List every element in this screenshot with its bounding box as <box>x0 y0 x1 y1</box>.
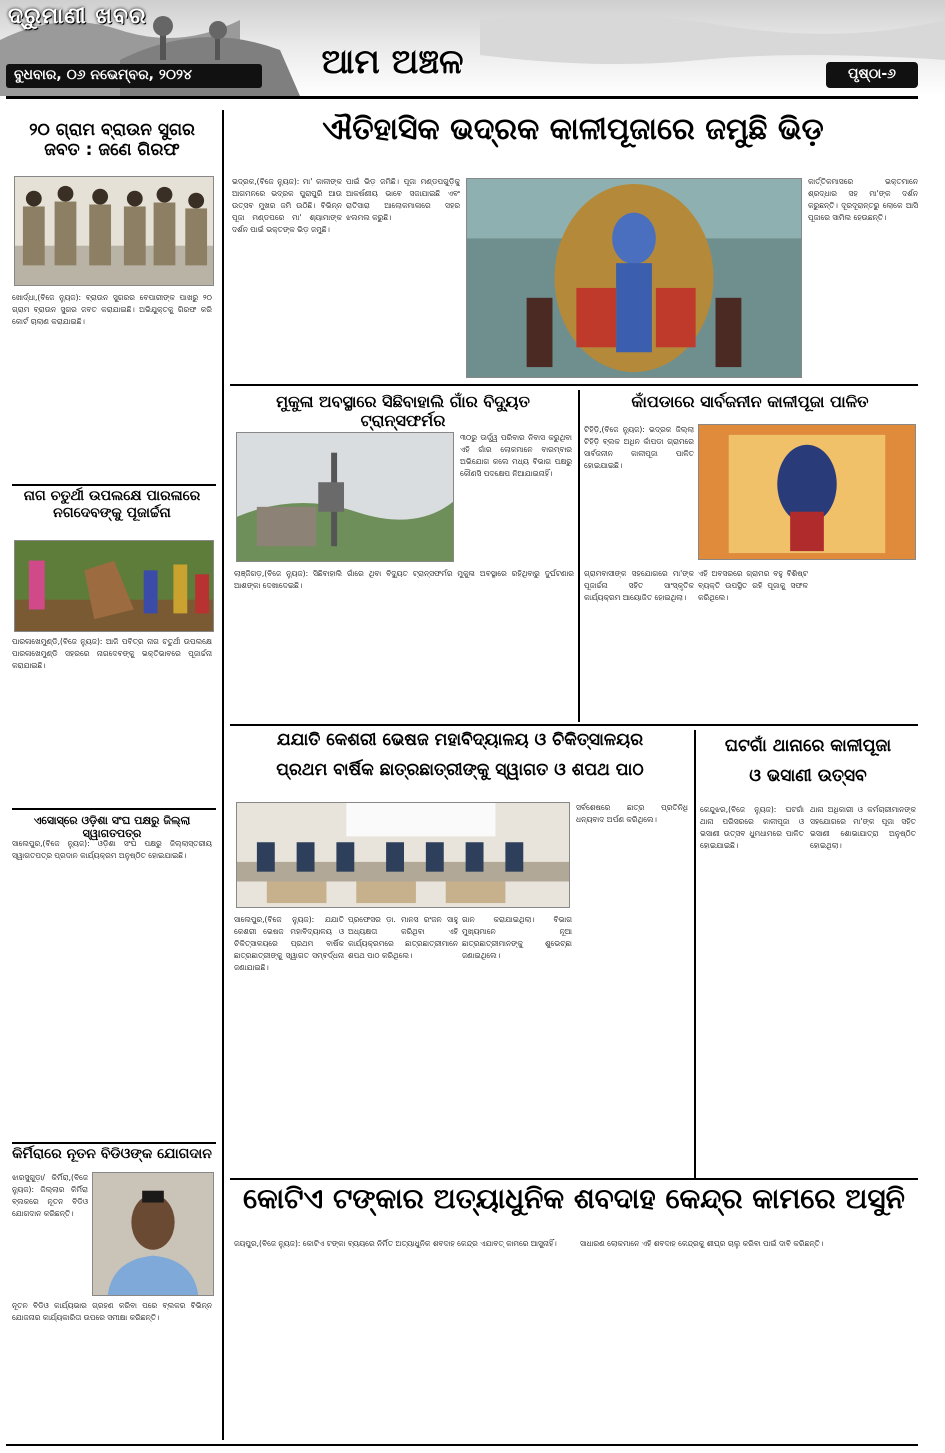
crematorium-body: ଜୟପୁର,(ବିଜେ ନ୍ୟୁଜ): କୋଟିଏ ଟଙ୍କା ବ୍ୟୟରେ ନିର୍ମିତ ଅତ୍ୟାଧୁନିକ ଶବଦାହ କେନ୍ଦ୍ର ଏଯାବତ୍ କାମରେ ଆସୁନାହିଁ। <box>234 1239 557 1248</box>
transformer-headline: ମୁକୁଳା ଅବସ୍ଥାରେ ସିଛିବାହାଲି ଗାଁର ବିଦ୍ୟୁତ ଟ୍ରାନ୍ସଫର୍ମର <box>276 392 530 431</box>
naga-chaturthi-body: ପାରଳାଖେମୁଣ୍ଡି,(ବିଜେ ନ୍ୟୁଜ): ଆଜି ପବିତ୍ର ନାଗ ଚତୁର୍ଥୀ ଉପଲକ୍ଷେ ପାରଳାଖେମୁଣ୍ଡି ସହରରେ ନାଗଦେବଙ୍କୁ ଭକ୍ତିଭାବରେ ପୂଜାର୍ଚ୍ଚନା କରାଯାଇଛି। <box>12 637 212 670</box>
medical-college-headline-2: ପ୍ରଥମ ବାର୍ଷିକ ଛାତ୍ରଛାତ୍ରୀଙ୍କୁ ସ୍ୱାଗତ ଓ ଶପଥ ପାଠ <box>276 760 644 780</box>
brown-sugar-headline: ୨୦ ଗ୍ରାମ ବ୍ରାଉନ ସୁଗର ଜବତ : ଜଣେ ଗିରଫ <box>29 120 195 161</box>
medical-college-body-4: ସର୍ବଶେଷରେ ଛାତ୍ର ପ୍ରତିନିଧି ଧନ୍ୟବାଦ ଅର୍ପଣ କରିଥିଲେ। <box>576 803 688 824</box>
ghatagaon-headline-1: ଘଟଗାଁ ଥାନାରେ କାଳୀପୂଜା <box>724 736 892 756</box>
ghatagaon-body: କେନ୍ଦୁଝର,(ବିଜେ ନ୍ୟୁଜ): ଘଟଗାଁ ଥାନା ପରିସରରେ କାଳୀପୂଜା ଓ ଭସାଣୀ ଉତ୍ସବ ଧୁମଧାମରେ ପାଳିତ ହୋଇଯାଇଛି। <box>700 805 804 850</box>
medical-college-body-1: ସାଲେପୁର,(ବିଜେ ନ୍ୟୁଜ): ଯଯାତି କେଶରୀ ଭେଷଜ ମହାବିଦ୍ୟାଳୟ ଓ ଚିକିତ୍ସାଳୟରେ ପ୍ରଥମ ବାର୍ଷିକ ଛାତ୍ରଛାତ୍ରୀଙ୍କୁ ସ୍ୱାଗତ ସମ୍ବର୍ଦ୍ଧନା ଜଣାଯାଇଛି। <box>234 915 344 972</box>
kalipuja-bhadrak-body-3: କାର୍ତ୍ତିକମାସରେ ଭକ୍ତମାନେ ଶ୍ରଦ୍ଧାର ସହ ମା'ଙ୍କ ଦର୍ଶନ କରୁଛନ୍ତି। ଦୂରଦୂରାନ୍ତରୁ ଲୋକେ ଆସି ପୂଜାରେ ସାମିଲ ହେଉଛନ୍ତି। <box>808 177 918 222</box>
odisha-sangha-headline: ଏସୋସ୍ରେ ଓଡ଼ିଶା ସଂଘ ପକ୍ଷରୁ ଜିଲ୍ଲା ସ୍ୱାଗତପତ୍ର <box>33 814 191 841</box>
ghatagaon-headline-2: ଓ ଭସାଣୀ ଉତ୍ସବ <box>749 766 867 786</box>
transformer-body: ଲାଞ୍ଜିଗଡ଼,(ବିଜେ ନ୍ୟୁଜ): ସିଛିବାହାଲି ଗାଁରେ ଥିବା ବିଦ୍ୟୁତ ଟ୍ରାନ୍ସଫର୍ମର ମୁକୁଳା ଅବସ୍ଥାରେ ରହିଥିବାରୁ ଦୁର୍ଘଟଣାର ଆଶଙ୍କା ଦେଖାଦେଇଛି। <box>234 569 574 590</box>
brown-sugar-body: ଖୋର୍ଦ୍ଧା,(ବିଜେ ନ୍ୟୁଜ): ବ୍ରାଉନ ସୁଗରର ବେପାରୀଙ୍କ ପାଖରୁ ୨୦ ଗ୍ରାମ ବ୍ରାଉନ ସୁଗର ଜବତ କରାଯାଇଛି। ଅଭିଯୁକ୍ତକୁ ଗିରଫ କରି କୋର୍ଟ ଚାଲାଣ କରାଯାଇଛି। <box>12 293 212 326</box>
kapada-kalipuja-body-2: ଗ୍ରାମବାସୀଙ୍କ ସହଯୋଗରେ ମା'ଙ୍କ ପୂଜାର୍ଚ୍ଚନା ସହିତ ସାଂସ୍କୃତିକ କାର୍ଯ୍ୟକ୍ରମ ଆୟୋଜିତ ହୋଇଥିଲା। <box>584 569 694 602</box>
kirmira-headline: କିର୍ମିରାରେ ନୂତନ ବିଡିଓଙ୍କ ଯୋଗଦାନ <box>12 1146 212 1162</box>
kapada-kalipuja-body: ଟିହିଡ଼ି,(ବିଜେ ନ୍ୟୁଜ): ଭଦ୍ରକ ଜିଲ୍ଲା ଟିହିଡ଼ି ବ୍ଲକ ଅଧିନ କାଁପଡା ଗ୍ରାମରେ ସାର୍ବଜନୀନ କାଳୀପୂଜା ପାଳିତ ହୋଇଯାଇଛି। <box>584 425 694 470</box>
kirmira-dateline: ଝାରସୁଗୁଡ଼ା/ କିର୍ମିରା,(ବିଜେ ନ୍ୟୁଜ): ଜିଲ୍ଲାର କିର୍ମିରା ବ୍ଲକରେ ନୂତନ ବିଡିଓ ଯୋଗଦାନ କରିଛନ୍ତି। <box>12 1173 88 1218</box>
kapada-kali-photo <box>698 424 916 560</box>
page-bottom-rule <box>6 1444 918 1446</box>
paper-name: ଦ୍ରୁମାଣୀ ଖବର <box>8 4 147 29</box>
masthead <box>0 0 945 96</box>
divider <box>230 384 918 386</box>
naga-chaturthi-headline: ନାଗ ଚତୁର୍ଥୀ ଉପଲକ୍ଷେ ପାରଳାରେ ନଗଦେବଙ୍କୁ ପୂଜାର୍ଚ୍ଚନା <box>23 488 201 521</box>
kali-idol-photo <box>466 178 802 378</box>
kalipuja-bhadrak-headline: ଐତିହାସିକ ଭଦ୍ରକ କାଳୀପୂଜାରେ ଜମୁଛି ଭିଡ଼ <box>322 112 824 147</box>
kalipuja-bhadrak-body-2: ପାଇଁ ଭିଡ଼ ଜମିଛି। ପୂଜା ମଣ୍ଡପଗୁଡ଼ିକୁ ଆକର୍ଷଣୀୟ ଭାବେ ସଜାଯାଇଛି ଏବଂ ରାତିସାରା ଆଲୋକମାଳାରେ ସହର ଝଲମଲ କରୁଛି। <box>346 177 460 222</box>
kirmira-body: ନୂତନ ବିଡିଓ କାର୍ଯ୍ୟଭାର ଗ୍ରହଣ କରିବା ପରେ ବ୍ଲକର ବିଭିନ୍ନ ଯୋଜନାର କାର୍ଯ୍ୟକାରିତା ଉପରେ ସମୀକ୍ଷା କରିଛନ୍ତି। <box>12 1301 212 1322</box>
police-seizure-photo <box>14 176 214 286</box>
ghatagaon-body-2: ଥାନା ଅଧିକାରୀ ଓ କର୍ମଚାରୀମାନଙ୍କ ସହଯୋଗରେ ମା'ଙ୍କ ପୂଜା ସହିତ ଭସାଣୀ ଶୋଭାଯାତ୍ରା ଅନୁଷ୍ଠିତ ହୋଇଥିଲା। <box>810 805 916 850</box>
kalipuja-bhadrak-body-1: ଭଦ୍ରକ,(ବିଜେ ନ୍ୟୁଜ): ମା' କାଳୀଙ୍କ ଆଗମନରେ ଭଦ୍ରକ ପୁରାପୁରି ଆଉ ଉତ୍ସବ ମୁଖର ଜମି ଉଠିଛି। ବିଭିନ୍ନ ପୂଜା ମଣ୍ଡପରେ ମା' ଶ୍ୟାମାଙ୍କ ଦର୍ଶନ ପାଇଁ ଭକ୍ତଙ୍କ ଭିଡ଼ ଜମୁଛି। <box>232 177 342 234</box>
crematorium-body-2: ସାଧାରଣ ଲୋକମାନେ ଏହି ଶବଦାହ କେନ୍ଦ୍ରକୁ ଶୀଘ୍ର ଚାଲୁ କରିବା ପାଇଁ ଦାବି କରିଛନ୍ତି। <box>580 1239 824 1248</box>
kapada-kalipuja-headline: କାଁପଡାରେ ସାର୍ବଜନୀନ କାଳୀପୂଜା ପାଳିତ <box>631 392 869 411</box>
kapada-kalipuja-body-3: ଏହି ଅବସରରେ ଗ୍ରାମର ବହୁ ବିଶିଷ୍ଟ ବ୍ୟକ୍ତି ଉପସ୍ଥିତ ରହି ପୂଜାକୁ ସଫଳ କରିଥିଲେ। <box>698 569 808 602</box>
oath-ceremony-photo <box>236 802 570 908</box>
medical-college-body-2: ପ୍ରଫେସର ଡ଼ା. ମାନସ ରଂଜନ ସାହୁ ଅଧ୍ୟକ୍ଷତା କରିଥିବା ଏହି କାର୍ଯ୍ୟକ୍ରମରେ ଛାତ୍ରଛାତ୍ରୀମାନେ ଶପଥ ପାଠ କରିଥିଲେ। <box>348 915 458 960</box>
medical-college-headline-1: ଯଯାତି କେଶରୀ ଭେଷଜ ମହାବିଦ୍ୟାଳୟ ଓ ଚିକିତ୍ସାଳୟର <box>276 730 644 750</box>
bdo-portrait-photo <box>92 1172 214 1296</box>
section-title: ଆମ ଅଞ୍ଚଳ <box>321 42 464 82</box>
transformer-photo <box>236 432 454 562</box>
page-number: ପୃଷ୍ଠା-୬ <box>826 62 918 88</box>
divider <box>230 1178 918 1180</box>
transformer-body-2: ୩୦ରୁ ଊର୍ଦ୍ଧ୍ୱ ପରିବାର ନିବାସ କରୁଥିବା ଏହି ଗାଁର ଲୋକମାନେ ବାରମ୍ବାର ଅଭିଯୋଗ କଲେ ମଧ୍ୟ ବିଭାଗ ପକ୍ଷରୁ କୌଣସି ପଦକ୍ଷେପ ନିଆଯାଇନାହିଁ। <box>460 433 572 478</box>
divider <box>12 808 216 810</box>
divider <box>12 484 216 486</box>
masthead-rule <box>6 96 918 99</box>
crematorium-headline: କୋଟିଏ ଟଙ୍କାର ଅତ୍ୟାଧୁନିକ ଶବଦାହ କେନ୍ଦ୍ର କାମରେ ଅସୁନି <box>243 1182 905 1215</box>
issue-date: ବୁଧବାର, ୦୬ ନଭେମ୍ବର, ୨୦୨୪ <box>6 64 262 88</box>
divider <box>230 724 918 726</box>
naga-puja-photo <box>14 540 214 632</box>
column-rule <box>694 730 696 1178</box>
odisha-sangha-body: ସାଲେପୁର,(ବିଜେ ନ୍ୟୁଜ): ଓଡ଼ିଶା ସଂଘ ପକ୍ଷରୁ ଜିଲ୍ଲାସ୍ତରୀୟ ସ୍ୱାଗତପତ୍ର ପ୍ରଦାନ କାର୍ଯ୍ୟକ୍ରମ ଅନୁଷ୍ଠିତ ହୋଇଯାଇଛି। <box>12 839 212 860</box>
medical-college-body-3: ଗାନ କରାଯାଇଥିଲା। ବିଭାଗ ମୁଖ୍ୟମାନେ ନୂଆ ଛାତ୍ରଛାତ୍ରୀମାନଙ୍କୁ ଶୁଭେଚ୍ଛା ଜଣାଇଥିଲେ। <box>462 915 572 960</box>
column-rule <box>222 110 224 1440</box>
divider <box>12 1142 216 1144</box>
column-rule <box>578 390 580 722</box>
